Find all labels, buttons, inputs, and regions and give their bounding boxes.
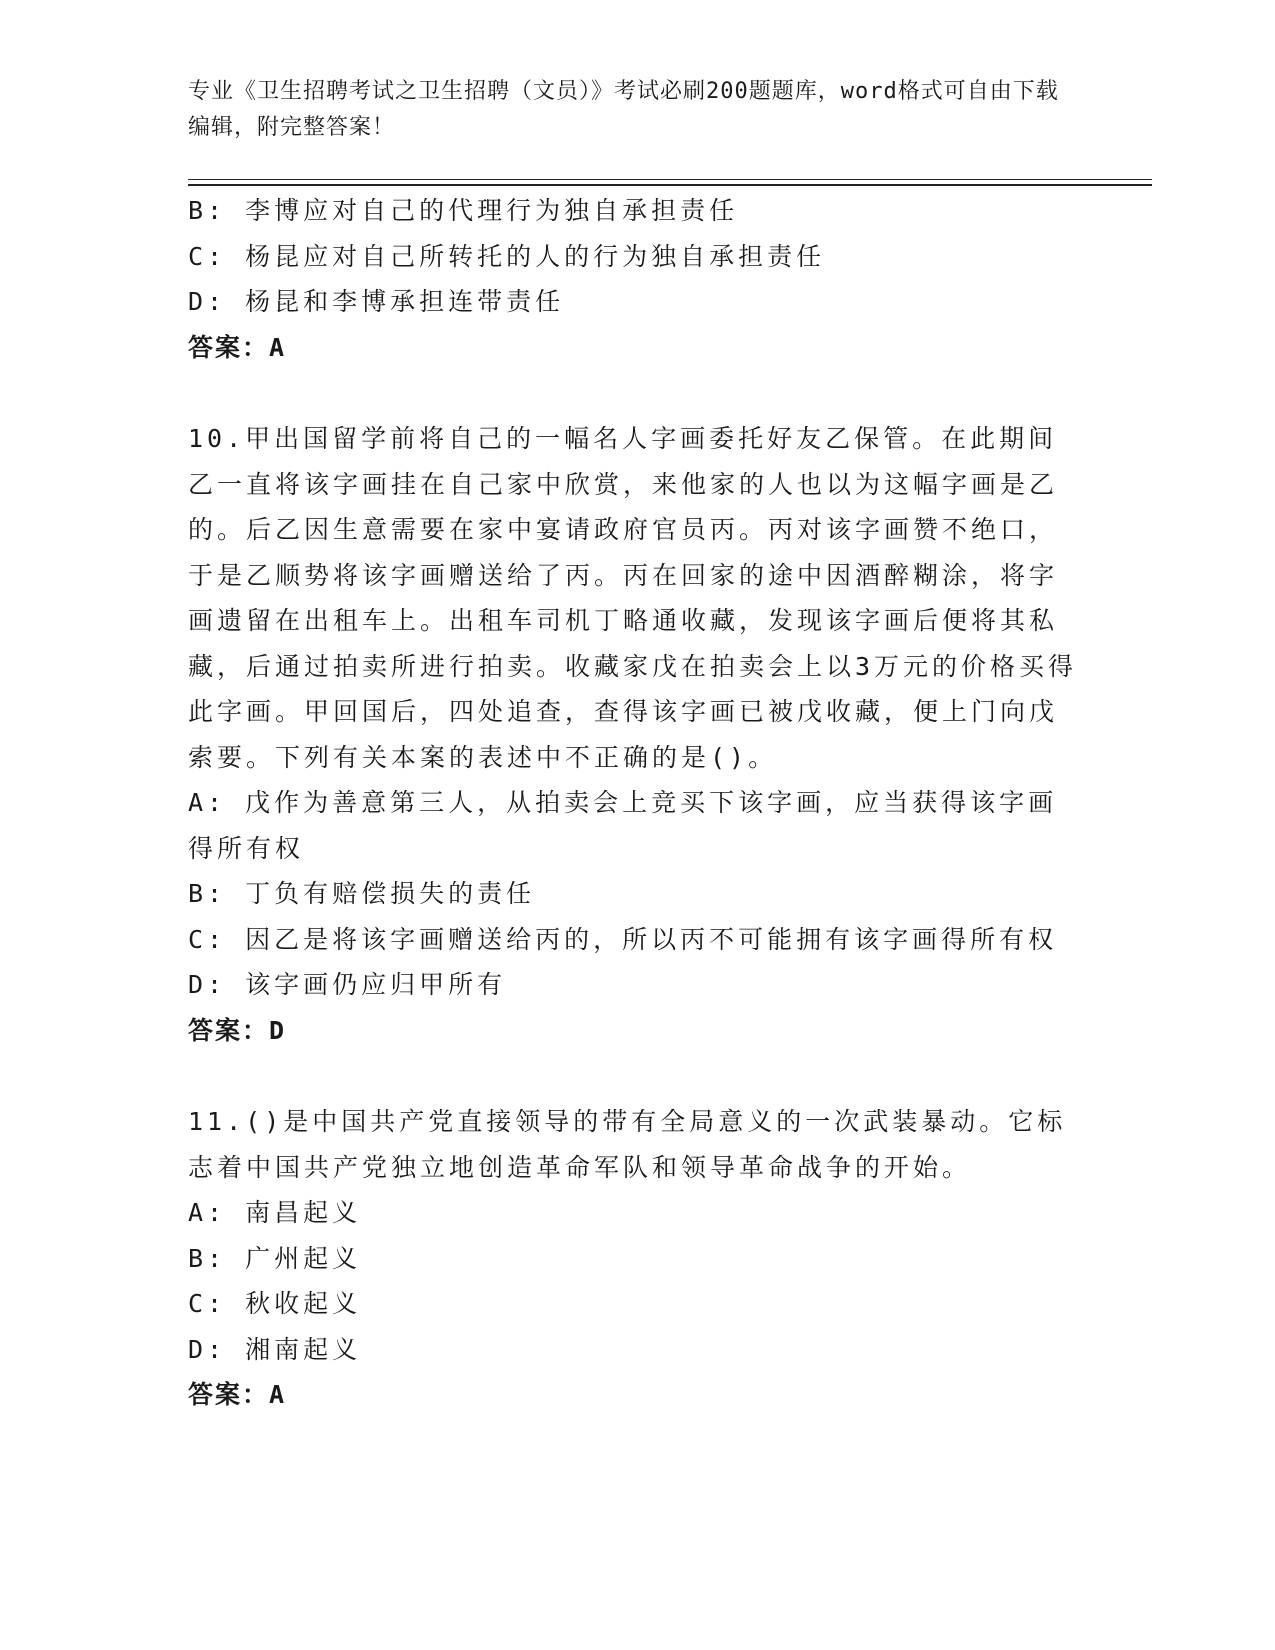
option-b: B: 李博应对自己的代理行为独自承担责任 — [188, 196, 739, 225]
option-d: D: 湘南起义 — [188, 1334, 362, 1364]
answer-line: 答案：D — [188, 1015, 287, 1045]
option-d: D: 该字画仍应归甲所有 — [188, 970, 507, 999]
option-d: D: 杨昆和李博承担连带责任 — [188, 287, 565, 316]
header-divider-thick — [188, 184, 1152, 186]
option-b: B: 丁负有赔偿损失的责任 — [188, 879, 536, 908]
option-c: C: 秋收起义 — [188, 1289, 362, 1318]
header-divider-thin — [188, 179, 1152, 180]
question-9-continued — [188, 188, 1078, 370]
option-c: C: 杨昆应对自己所转托的人的行为独自承担责任 — [188, 241, 826, 271]
option-c: C: 因乙是将该字画赠送给丙的，所以丙不可能拥有该字画得所有权 — [188, 924, 1058, 954]
document-body — [188, 188, 1078, 1418]
option-a: A: 南昌起义 — [188, 1198, 362, 1227]
option-a: A: 戊作为善意第三人，从拍卖会上竞买下该字画，应当获得该字画得所有权 — [188, 788, 1058, 863]
answer-line: 答案：A — [188, 1380, 287, 1409]
spacer — [188, 370, 1078, 416]
header-title: 专业《卫生招聘考试之卫生招聘（文员）》考试必刷200题题库，word格式可自由下载编辑，附完整答案！ — [188, 79, 1059, 140]
question-11 — [188, 1099, 1078, 1418]
question-10 — [188, 416, 1078, 1053]
answer-line: 答案：A — [188, 332, 287, 362]
spacer — [188, 1053, 1078, 1099]
question-text: 10.甲出国留学前将自己的一幅名人字画委托好友乙保管。在此期间乙一直将该字画挂在自己家中欣赏，来他家的人也以为这幅字画是乙的。后乙因生意需要在家中宴请政府官员丙。丙对该字画赞不绝口，于是乙顺势将该字画赠送给了丙。丙在回家的途中因酒醉糊涂，将字画遗留在出租车上。出租车司机丁略通收藏，发现该字画后便将其私藏，后通过拍卖所进行拍卖。收藏家戊在拍卖会上以3万元的价格买得此字画。甲回国后，四处追查，查得该字画已被戊收藏，便上门向戊索要。下列有关本案的表述中不正确的是()。 — [188, 424, 1078, 772]
option-b: B: 广州起义 — [188, 1243, 362, 1273]
document-header — [188, 74, 1068, 146]
question-text: 11.()是中国共产党直接领导的带有全局意义的一次武装暴动。它标志着中国共产党独立地创造革命军队和领导革命战争的开始。 — [188, 1107, 1067, 1182]
